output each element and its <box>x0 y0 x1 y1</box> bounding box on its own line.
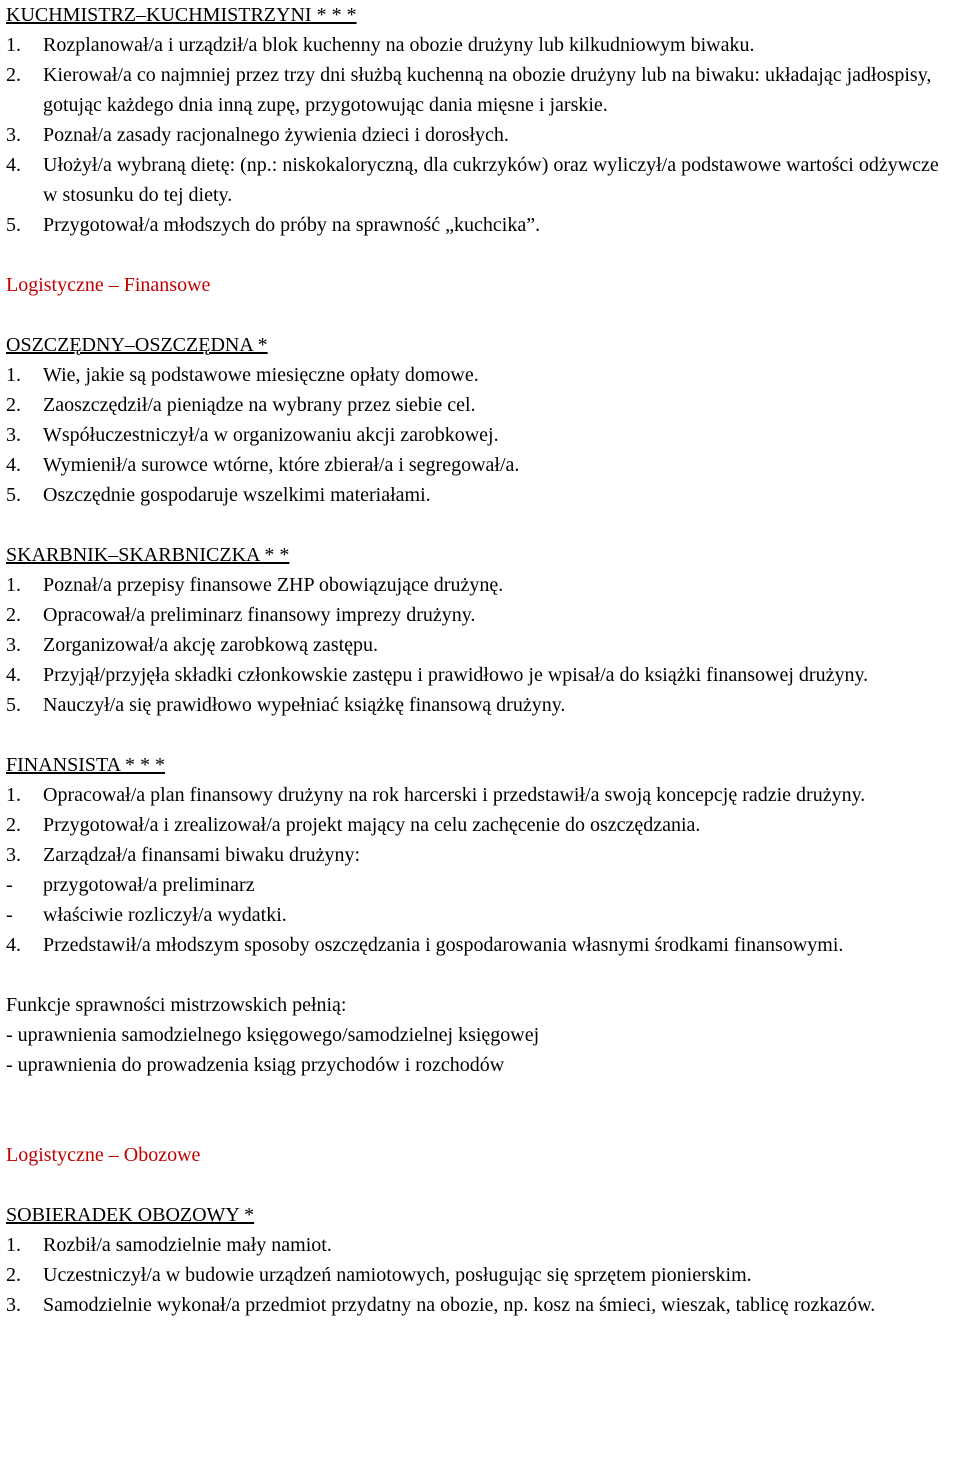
list-item <box>6 480 952 510</box>
list-item <box>6 630 952 660</box>
spacer <box>6 240 952 270</box>
item-number: 4. <box>6 154 21 176</box>
list-item <box>6 60 952 120</box>
item-text: Wie, jakie są podstawowe miesięczne opłaty domowe. <box>43 364 479 386</box>
item-text: Współuczestniczył/a w organizowaniu akcji zarobkowej. <box>43 424 499 446</box>
item-bullet: - <box>6 874 13 896</box>
category-heading-obozowe: Logistyczne – Obozowe <box>6 1144 201 1166</box>
item-number: 2. <box>6 394 21 416</box>
item-number: 1. <box>6 364 21 386</box>
item-number: 3. <box>6 124 21 146</box>
item-number: 5. <box>6 214 21 236</box>
item-text: Wymienił/a surowce wtórne, które zbierał/a i segregował/a. <box>43 454 520 476</box>
list-item <box>6 840 952 870</box>
item-text: Nauczył/a się prawidłowo wypełniać książkę finansową drużyny. <box>43 694 566 716</box>
item-number: 2. <box>6 64 21 86</box>
item-number: 1. <box>6 784 21 806</box>
list-item <box>6 1290 952 1320</box>
item-text: Opracował/a plan finansowy drużyny na rok harcerski i przedstawił/a swoją koncepcję radzie drużyny. <box>43 784 866 806</box>
item-number: 1. <box>6 1234 21 1256</box>
item-text: Przygotował/a i zrealizował/a projekt mający na celu zachęcenie do oszczędzania. <box>43 814 701 836</box>
item-number: 5. <box>6 694 21 716</box>
item-number: 4. <box>6 934 21 956</box>
item-number: 3. <box>6 844 21 866</box>
section-heading: KUCHMISTRZ–KUCHMISTRZYNI * * * <box>6 4 357 26</box>
funkcje-line: - uprawnienia samodzielnego księgowego/samodzielnej księgowej <box>6 1024 540 1046</box>
list-item <box>6 30 952 60</box>
item-text: Oszczędnie gospodaruje wszelkimi materiałami. <box>43 484 431 506</box>
item-number: 3. <box>6 424 21 446</box>
spacer <box>6 960 952 990</box>
list-item <box>6 120 952 150</box>
spacer <box>6 510 952 540</box>
section-kuchmistrz <box>6 0 952 240</box>
spacer <box>6 300 952 330</box>
section-heading: SKARBNIK–SKARBNICZKA * * <box>6 544 290 566</box>
list-item <box>6 570 952 600</box>
list-item <box>6 690 952 720</box>
item-number: 2. <box>6 814 21 836</box>
list-item <box>6 870 952 900</box>
item-text: Przygotował/a młodszych do próby na sprawność „kuchcika”. <box>43 214 541 236</box>
spacer <box>6 1170 952 1200</box>
item-text: Samodzielnie wykonał/a przedmiot przydatny na obozie, np. kosz na śmieci, wieszak, tablicę rozkazów. <box>43 1294 876 1316</box>
item-number: 4. <box>6 664 21 686</box>
section-finansista <box>6 750 952 960</box>
item-number: 1. <box>6 574 21 596</box>
section-sobieradek <box>6 1200 952 1320</box>
list-item <box>6 150 952 210</box>
section-heading: OSZCZĘDNY–OSZCZĘDNA * <box>6 334 268 356</box>
item-text: Uczestniczył/a w budowie urządzeń namiotowych, posługując się sprzętem pionierskim. <box>43 1264 752 1286</box>
section-skarbnik <box>6 540 952 720</box>
list-item <box>6 600 952 630</box>
item-text: Poznał/a przepisy finansowe ZHP obowiązujące drużynę. <box>43 574 504 596</box>
spacer <box>6 720 952 750</box>
list-item <box>6 390 952 420</box>
item-text: Opracował/a preliminarz finansowy imprezy drużyny. <box>43 604 476 626</box>
item-text: Rozbił/a samodzielnie mały namiot. <box>43 1234 332 1256</box>
item-text: właściwie rozliczył/a wydatki. <box>43 904 287 926</box>
section-funkcje <box>6 990 952 1080</box>
item-text: Kierował/a co najmniej przez trzy dni służbą kuchenną na obozie drużyny lub na biwaku: układając jadłospisy, gotując każdego dnia inną zupę, przygotowując dania mięsne i jarskie. <box>43 64 932 116</box>
item-text: przygotował/a preliminarz <box>43 874 255 896</box>
list-item <box>6 1260 952 1290</box>
item-text: Ułożył/a wybraną dietę: (np.: niskokaloryczną, dla cukrzyków) oraz wyliczył/a podstawowe wartości odżywcze w stosunku do tej diety. <box>43 154 939 206</box>
item-number: 1. <box>6 34 21 56</box>
item-bullet: - <box>6 904 13 926</box>
list-item <box>6 810 952 840</box>
item-number: 3. <box>6 634 21 656</box>
item-text: Zaoszczędził/a pieniądze na wybrany przez siebie cel. <box>43 394 476 416</box>
item-text: Zorganizował/a akcję zarobkową zastępu. <box>43 634 379 656</box>
list-item <box>6 900 952 930</box>
funkcje-line: - uprawnienia do prowadzenia ksiąg przychodów i rozchodów <box>6 1054 505 1076</box>
list-item <box>6 930 952 960</box>
list-item <box>6 660 952 690</box>
item-text: Rozplanował/a i urządził/a blok kuchenny na obozie drużyny lub kilkudniowym biwaku. <box>43 34 755 56</box>
item-text: Przedstawił/a młodszym sposoby oszczędzania i gospodarowania własnymi środkami finansowymi. <box>43 934 844 956</box>
item-text: Zarządzał/a finansami biwaku drużyny: <box>43 844 361 866</box>
item-number: 5. <box>6 484 21 506</box>
list-item <box>6 360 952 390</box>
funkcje-intro: Funkcje sprawności mistrzowskich pełnią: <box>6 994 347 1016</box>
item-number: 3. <box>6 1294 21 1316</box>
list-item <box>6 420 952 450</box>
item-number: 2. <box>6 1264 21 1286</box>
category-heading-finansowe: Logistyczne – Finansowe <box>6 274 211 296</box>
section-heading: FINANSISTA * * * <box>6 754 165 776</box>
item-text: Poznał/a zasady racjonalnego żywienia dzieci i dorosłych. <box>43 124 509 146</box>
item-text: Przyjął/przyjęła składki członkowskie zastępu i prawidłowo je wpisał/a do książki finansowej drużyny. <box>43 664 869 686</box>
item-number: 2. <box>6 604 21 626</box>
list-item <box>6 210 952 240</box>
spacer <box>6 1080 952 1140</box>
section-oszczedny <box>6 330 952 510</box>
list-item <box>6 1230 952 1260</box>
item-number: 4. <box>6 454 21 476</box>
section-heading: SOBIERADEK OBOZOWY * <box>6 1204 255 1226</box>
list-item <box>6 780 952 810</box>
list-item <box>6 450 952 480</box>
